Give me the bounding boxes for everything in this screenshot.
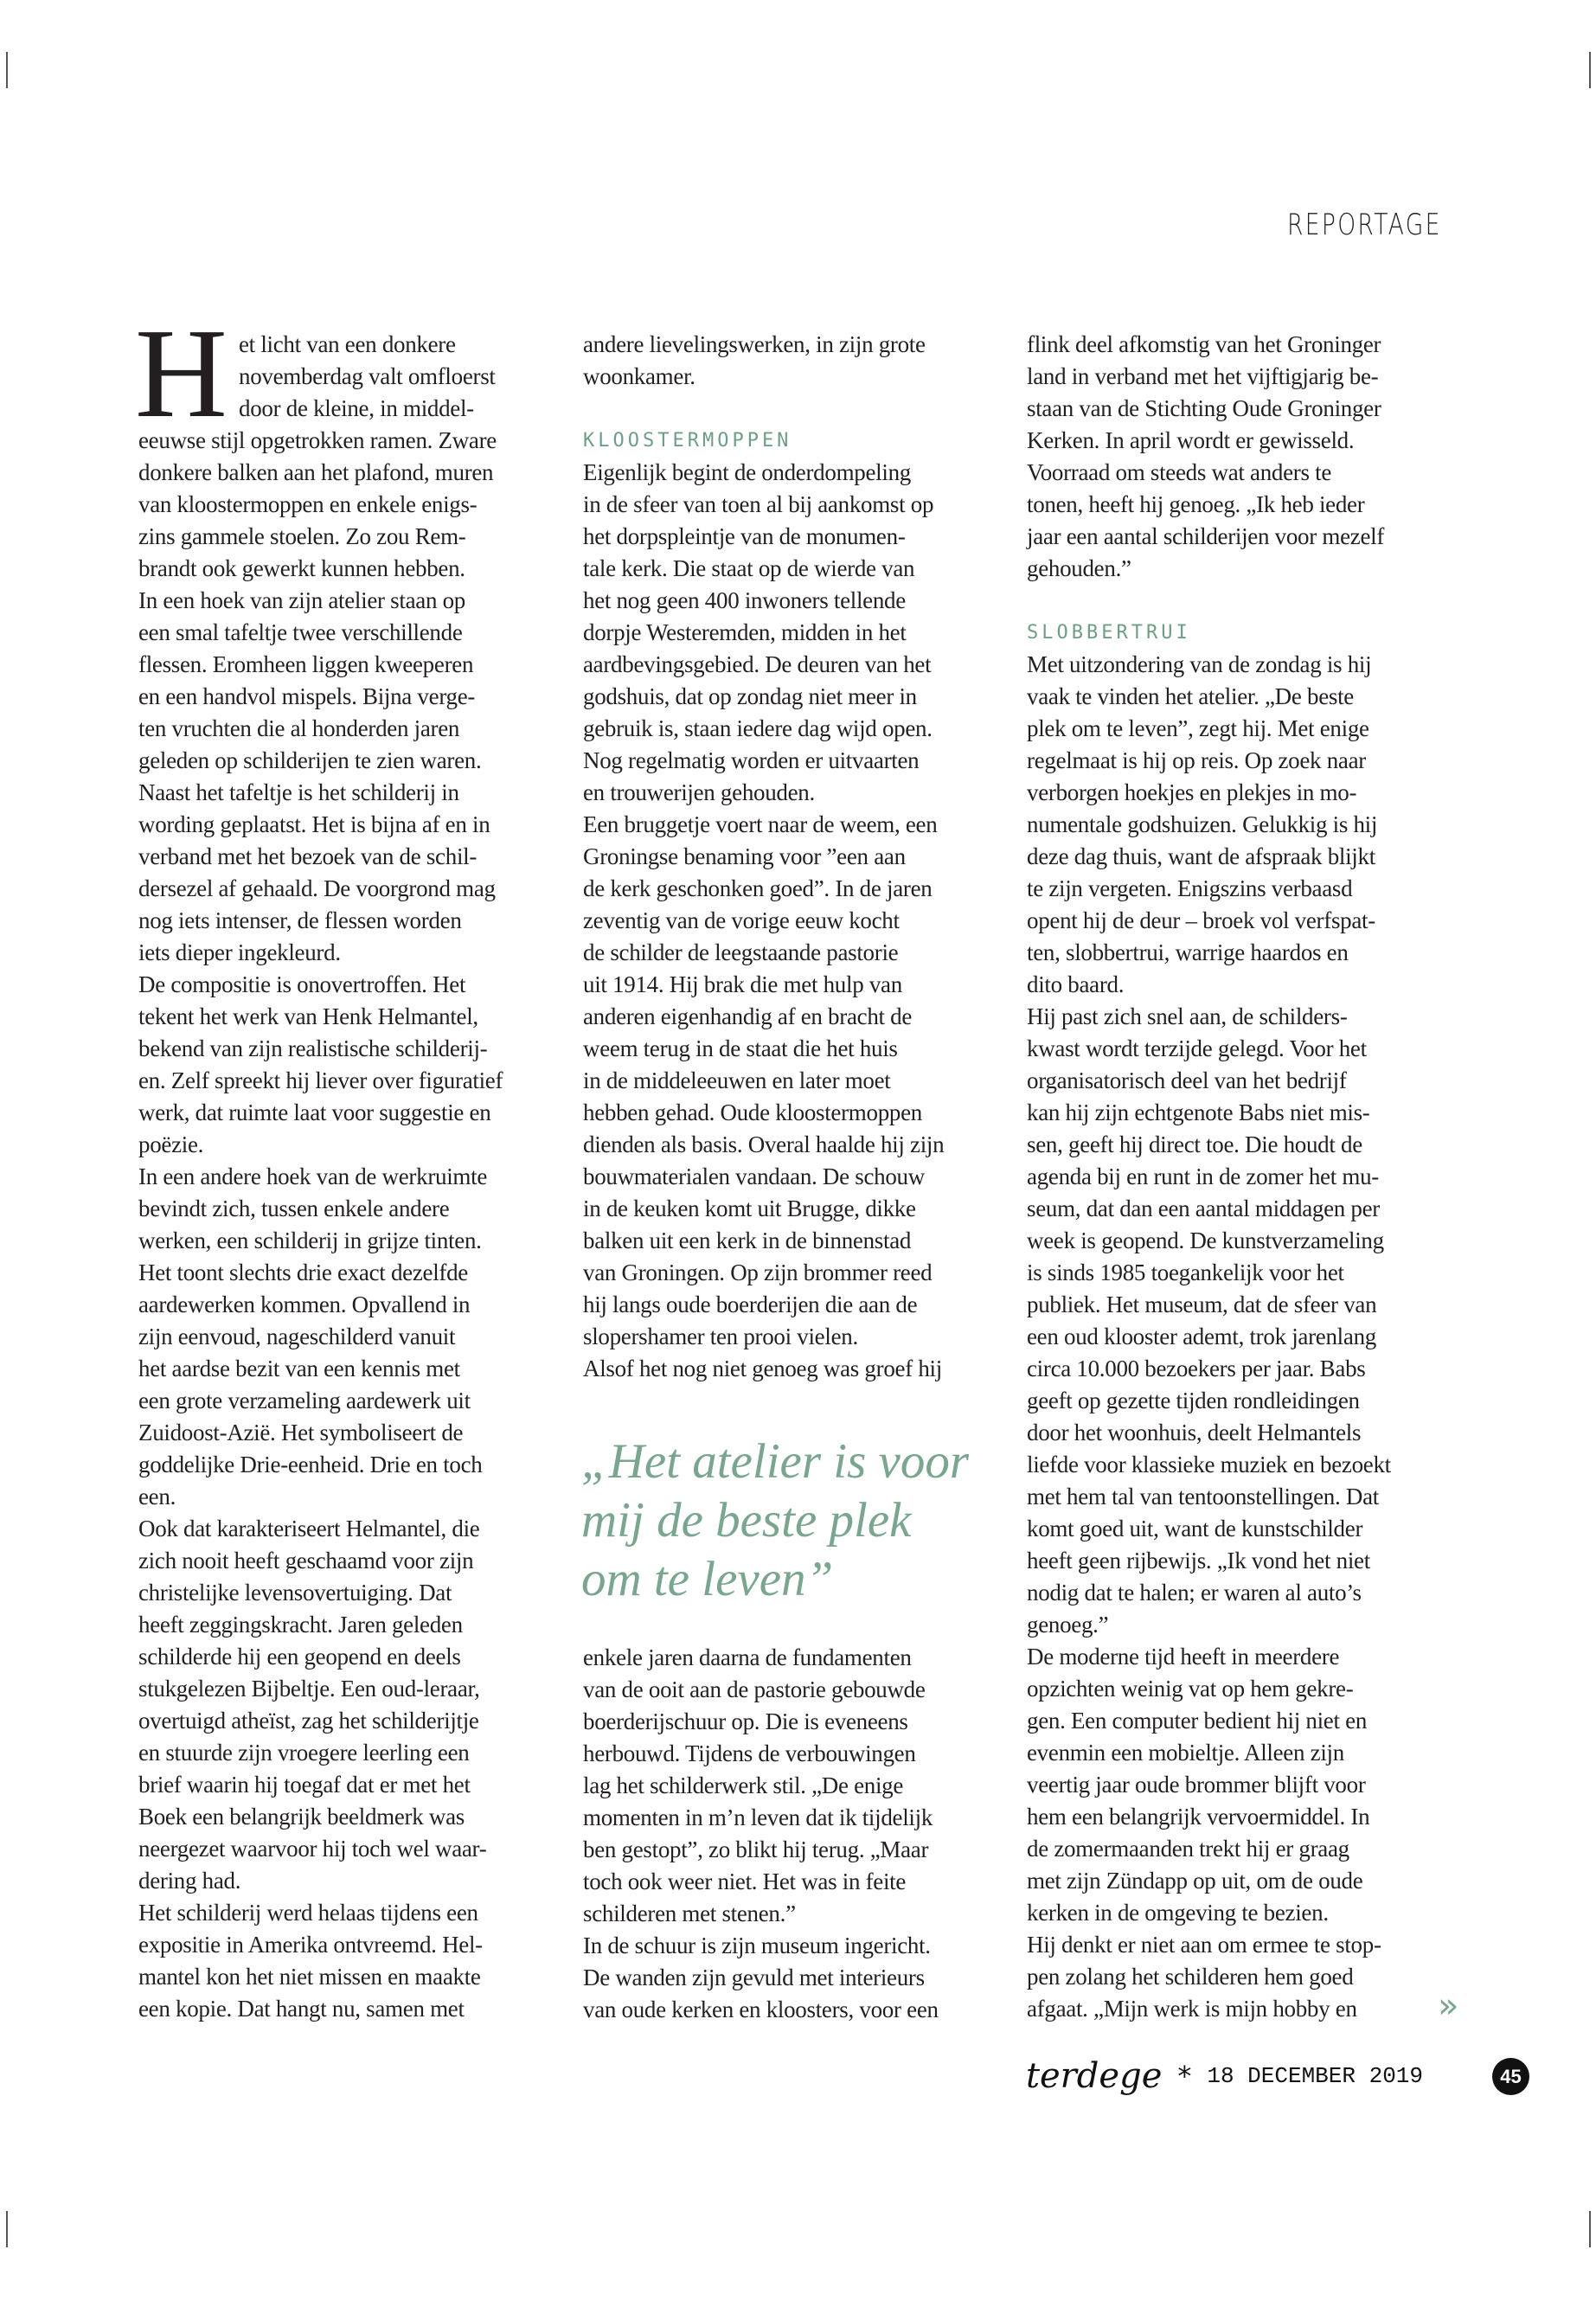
text-line: aardewerken kommen. Opvallend in <box>138 1292 471 1317</box>
crop-mark <box>1589 2211 1591 2247</box>
text-line: week is geopend. De kunstverzameling <box>1027 1227 1384 1253</box>
text-line: en een handvol mispels. Bijna verge- <box>138 683 476 709</box>
text-line: dito baard. <box>1027 971 1125 997</box>
text-line: nog iets intenser, de flessen worden <box>138 907 462 933</box>
text-line: Het schilderij werd helaas tijdens een <box>138 1900 478 1926</box>
text-line: is sinds 1985 toegankelijk voor het <box>1027 1259 1344 1285</box>
text-line: goddelijke Drie-eenheid. Drie en toch <box>138 1452 483 1477</box>
text-line: en. Zelf spreekt hij liever over figuratief <box>138 1067 503 1093</box>
text-line: momenten in m’n leven dat ik tijdelijk <box>583 1804 933 1830</box>
text-line: tonen, heeft hij genoeg. „Ik heb ieder <box>1027 491 1365 517</box>
text-line: bevindt zich, tussen enkele andere <box>138 1195 450 1221</box>
text-line: in de keuken komt uit Brugge, dikke <box>583 1195 916 1221</box>
text-line: veertig jaar oude brommer blijft voor <box>1027 1772 1366 1798</box>
text-line: een kopie. Dat hangt nu, samen met <box>138 1996 465 2022</box>
page-footer <box>1026 2052 1423 2100</box>
text-line: Kerken. In april wordt er gewisseld. <box>1027 427 1355 453</box>
issue-date: 18 DECEMBER 2019 <box>1207 2063 1423 2089</box>
article-column-2-continued <box>583 1642 939 2026</box>
pull-quote-line: „Het atelier is voor <box>581 1434 970 1489</box>
text-line: agenda bij en runt in de zomer het mu- <box>1027 1163 1379 1189</box>
text-line: De moderne tijd heeft in meerdere <box>1027 1644 1340 1670</box>
text-line: kerken in de omgeving te bezien. <box>1027 1900 1329 1926</box>
text-line: expositie in Amerika ontvreemd. Hel- <box>138 1932 483 1958</box>
text-line: uit 1914. Hij brak die met hulp van <box>583 971 902 997</box>
text-line: van de ooit aan de pastorie gebouwde <box>583 1676 926 1702</box>
text-line: door het woonhuis, deelt Helmantels <box>1027 1420 1362 1445</box>
article-column-3 <box>1027 329 1433 2025</box>
text-line: Naast het tafeltje is het schilderij in <box>138 779 459 805</box>
magazine-logo: terdege <box>1025 2056 1163 2096</box>
text-line: Hij denkt er niet aan om ermee te stop- <box>1027 1932 1381 1958</box>
text-line: van kloostermoppen en enkele enigs- <box>138 491 478 517</box>
text-line: sen, geeft hij direct toe. Die houdt de <box>1027 1131 1362 1157</box>
text-line: genoeg.” <box>1027 1612 1109 1638</box>
text-line: werken, een schilderij in grijze tinten. <box>138 1227 482 1253</box>
text-line: afgaat. „Mijn werk is mijn hobby en <box>1027 1996 1357 2022</box>
text-line: dersezel af gehaald. De voorgrond mag <box>138 875 496 901</box>
text-line: andere lievelingswerken, in zijn grote <box>583 331 926 357</box>
text-line: het dorpspleintje van de monumen- <box>583 523 906 549</box>
text-line: hij langs oude boerderijen die aan de <box>583 1292 918 1317</box>
text-line: bekend van zijn realistische schilderij- <box>138 1035 488 1061</box>
text-line: ten, slobbertrui, warrige haardos en <box>1027 939 1349 965</box>
drop-cap: H <box>135 303 228 445</box>
text-line: donkere balken aan het plafond, muren <box>138 459 494 485</box>
text-line: boerderijschuur op. Die is eveneens <box>583 1708 908 1734</box>
text-line: weem terug in de staat die het huis <box>583 1035 898 1061</box>
text-line: geleden op schilderijen te zien waren. <box>138 747 482 773</box>
text-line: ten vruchten die al honderden jaren <box>138 715 460 741</box>
text-line: tale kerk. Die staat op de wierde van <box>583 555 915 581</box>
text-line: In een hoek van zijn atelier staan op <box>138 587 465 613</box>
text-line: dering had. <box>138 1868 241 1894</box>
text-line: anderen eigenhandig af en bracht de <box>583 1003 913 1029</box>
text-line: ben gestopt”, zo blikt hij terug. „Maar <box>583 1836 929 1862</box>
article-column-2 <box>583 329 1016 1385</box>
text-line: toch ook weer niet. Het was in feite <box>583 1868 907 1894</box>
text-line: kan hij zijn echtgenote Babs niet mis- <box>1027 1099 1370 1125</box>
text-line: deze dag thuis, want de afspraak blijkt <box>1027 843 1375 869</box>
text-line: de kerk geschonken goed”. In de jaren <box>583 875 933 901</box>
text-line: van Groningen. Op zijn brommer reed <box>583 1259 933 1285</box>
text-line: dienden als basis. Overal haalde hij zijn <box>583 1131 945 1157</box>
text-line: In de schuur is zijn museum ingericht. <box>583 1932 931 1958</box>
page-number-badge: 45 <box>1492 2058 1529 2095</box>
text-line: opzichten weinig vat op hem gekre- <box>1027 1676 1354 1702</box>
text-line: godshuis, dat op zondag niet meer in <box>583 683 917 709</box>
text-line: hem een belangrijk vervoermiddel. In <box>1027 1804 1370 1830</box>
text-line: staan van de Stichting Oude Groninger <box>1027 395 1381 421</box>
text-line: zins gammele stoelen. Zo zou Rem- <box>138 523 466 549</box>
text-line: circa 10.000 bezoekers per jaar. Babs <box>1027 1356 1366 1381</box>
pull-quote-line: mij de beste plek <box>581 1493 912 1548</box>
text-line: Eigenlijk begint de onderdompeling <box>583 459 911 485</box>
text-line: nodig dat te halen; er waren al auto’s <box>1027 1580 1362 1606</box>
text-line: komt goed uit, want de kunstschilder <box>1027 1516 1363 1541</box>
text-line: verband met het bezoek van de schil- <box>138 843 478 869</box>
text-line: evenmin een mobieltje. Alleen zijn <box>1027 1740 1344 1766</box>
text-line: schilderen met stenen.” <box>583 1900 796 1926</box>
crop-mark <box>6 2211 8 2247</box>
spacer <box>1027 585 1433 617</box>
article-column-1 <box>138 329 562 2025</box>
text-line: een. <box>138 1484 176 1509</box>
text-line: kwast wordt terzijde gelegd. Voor het <box>1027 1035 1367 1061</box>
text-line: heeft geen rijbewijs. „Ik vond het niet <box>1027 1548 1370 1574</box>
text-line: brandt ook gewerkt kunnen hebben. <box>138 555 465 581</box>
text-line: balken uit een kerk in de binnenstad <box>583 1227 912 1253</box>
text-line: zeventig van de vorige eeuw kocht <box>583 907 900 933</box>
text-line: woonkamer. <box>583 363 695 389</box>
text-line: met hem tal van tentoonstellingen. Dat <box>1027 1484 1379 1509</box>
text-line: schilderde hij een geopend en deels <box>138 1644 461 1670</box>
text-line: overtuigd atheïst, zag het schilderijtje <box>138 1708 479 1734</box>
text-line: stukgelezen Bijbeltje. Een oud-leraar, <box>138 1676 480 1702</box>
crop-mark <box>6 52 8 88</box>
text-line: geeft op gezette tijden rondleidingen <box>1027 1388 1360 1413</box>
text-line: vaak te vinden het atelier. „De beste <box>1027 683 1354 709</box>
text-line: in de middeleeuwen en later moet <box>583 1067 891 1093</box>
text-line: hebben gehad. Oude kloostermoppen <box>583 1099 922 1125</box>
text-line: pen zolang het schilderen hem goed <box>1027 1964 1354 1990</box>
text-line: Nog regelmatig worden er uitvaarten <box>583 747 920 773</box>
text-line: en stuurde zijn vroegere leerling een <box>138 1740 470 1766</box>
text-line: door de kleine, in middel- <box>239 395 474 421</box>
text-line: flessen. Eromheen liggen kweeperen <box>138 651 474 677</box>
text-line: en trouwerijen gehouden. <box>583 779 815 805</box>
text-line: van oude kerken en kloosters, voor een <box>583 1997 939 2022</box>
text-line: mantel kon het niet missen en maakte <box>138 1964 481 1990</box>
text-line: liefde voor klassieke muziek en bezoekt <box>1027 1452 1391 1477</box>
section-heading: KLOOSTERMOPPEN <box>583 430 792 452</box>
text-line: Ook dat karakteriseert Helmantel, die <box>138 1516 480 1541</box>
text-line: enkele jaren daarna de fundamenten <box>583 1644 912 1670</box>
text-line: te zijn vergeten. Enigszins verbaasd <box>1027 875 1353 901</box>
text-line: lag het schilderwerk stil. „De enige <box>583 1772 904 1798</box>
text-line: Alsof het nog niet genoeg was groef hij <box>583 1356 942 1381</box>
text-line: Met uitzondering van de zondag is hij <box>1027 651 1372 677</box>
pull-quote-line: om te leven” <box>581 1552 834 1606</box>
text-line: et licht van een donkere <box>239 331 456 357</box>
text-line: herbouwd. Tijdens de verbouwingen <box>583 1740 916 1766</box>
text-line: neergezet waarvoor hij toch wel waar- <box>138 1836 487 1862</box>
spacer <box>583 393 1016 425</box>
text-line: een oud klooster ademt, trok jarenlang <box>1027 1324 1376 1349</box>
text-line: publiek. Het museum, dat de sfeer van <box>1027 1292 1377 1317</box>
text-line: iets dieper ingekleurd. <box>138 939 341 965</box>
text-line: land in verband met het vijftigjarig be- <box>1027 363 1379 389</box>
text-line: opent hij de deur – broek vol verfspat- <box>1027 907 1375 933</box>
text-line: verborgen hoekjes en plekjes in mo- <box>1027 779 1357 805</box>
text-line: novemberdag valt omfloerst <box>239 363 496 389</box>
text-line: Een bruggetje voert naar de weem, een <box>583 811 938 837</box>
text-line: de zomermaanden trekt hij er graag <box>1027 1836 1349 1862</box>
text-line: De wanden zijn gevuld met interieurs <box>583 1965 925 1990</box>
separator-star: * <box>1177 2060 1192 2093</box>
text-line: aardbevingsgebied. De deuren van het <box>583 651 932 677</box>
text-line: numentale godshuizen. Gelukkig is hij <box>1027 811 1378 837</box>
text-line: Het toont slechts drie exact dezelfde <box>138 1259 468 1285</box>
text-line: bouwmaterialen vandaan. De schouw <box>583 1163 925 1189</box>
text-line: zijn eenvoud, nageschilderd vanuit <box>138 1324 456 1349</box>
text-line: organisatorisch deel van het bedrijf <box>1027 1067 1347 1093</box>
text-line: Groningse benaming voor ”een aan <box>583 843 906 869</box>
text-line: poëzie. <box>138 1131 204 1157</box>
text-line: In een andere hoek van de werkruimte <box>138 1163 488 1189</box>
text-line: slopershamer ten prooi vielen. <box>583 1324 858 1349</box>
section-heading: SLOBBERTRUI <box>1027 622 1191 644</box>
text-line: werk, dat ruimte laat voor suggestie en <box>138 1099 491 1125</box>
text-line: De compositie is onovertroffen. Het <box>138 971 466 997</box>
text-line: een grote verzameling aardewerk uit <box>138 1388 471 1413</box>
text-line: Boek een belangrijk beeldmerk was <box>138 1804 465 1830</box>
text-line: gen. Een computer bedient hij niet en <box>1027 1708 1368 1734</box>
text-line: dorpje Westeremden, midden in het <box>583 619 907 645</box>
text-line: flink deel afkomstig van het Groninger <box>1027 331 1381 357</box>
text-line: gebruik is, staan iedere dag wijd open. <box>583 715 933 741</box>
section-label: REPORTAGE <box>1287 208 1442 242</box>
text-line: zich nooit heeft geschaamd voor zijn <box>138 1548 474 1574</box>
crop-mark <box>1589 52 1591 88</box>
text-line: heeft zeggingskracht. Jaren geleden <box>138 1612 463 1638</box>
text-line: een smal tafeltje twee verschillende <box>138 619 463 645</box>
text-line: brief waarin hij toegaf dat er met het <box>138 1772 471 1798</box>
text-line: jaar een aantal schilderijen voor mezelf <box>1027 523 1385 549</box>
text-line: regelmaat is hij op reis. Op zoek naar <box>1027 747 1366 773</box>
text-line: plek om te leven”, zegt hij. Met enige <box>1027 715 1369 741</box>
text-line: gehouden.” <box>1027 555 1131 581</box>
text-line: de schilder de leegstaande pastorie <box>583 939 899 965</box>
double-chevron-right-icon: » <box>1438 1986 1459 2026</box>
text-line: seum, dat dan een aantal middagen per <box>1027 1195 1380 1221</box>
text-line: christelijke levensovertuiging. Dat <box>138 1580 452 1606</box>
pull-quote <box>581 1433 1031 1609</box>
text-line: Hij past zich snel aan, de schilders- <box>1027 1003 1348 1029</box>
text-line: Voorraad om steeds wat anders te <box>1027 459 1332 485</box>
text-line: eeuwse stijl opgetrokken ramen. Zware <box>138 427 497 453</box>
text-line: wording geplaatst. Het is bijna af en in <box>138 811 490 837</box>
text-line: het aardse bezit van een kennis met <box>138 1356 460 1381</box>
text-line: in de sfeer van toen al bij aankomst op <box>583 491 934 517</box>
text-line: Zuidoost-Azië. Het symboliseert de <box>138 1420 464 1445</box>
text-line: met zijn Zündapp op uit, om de oude <box>1027 1868 1363 1894</box>
text-line: tekent het werk van Henk Helmantel, <box>138 1003 478 1029</box>
text-line: het nog geen 400 inwoners tellende <box>583 587 906 613</box>
